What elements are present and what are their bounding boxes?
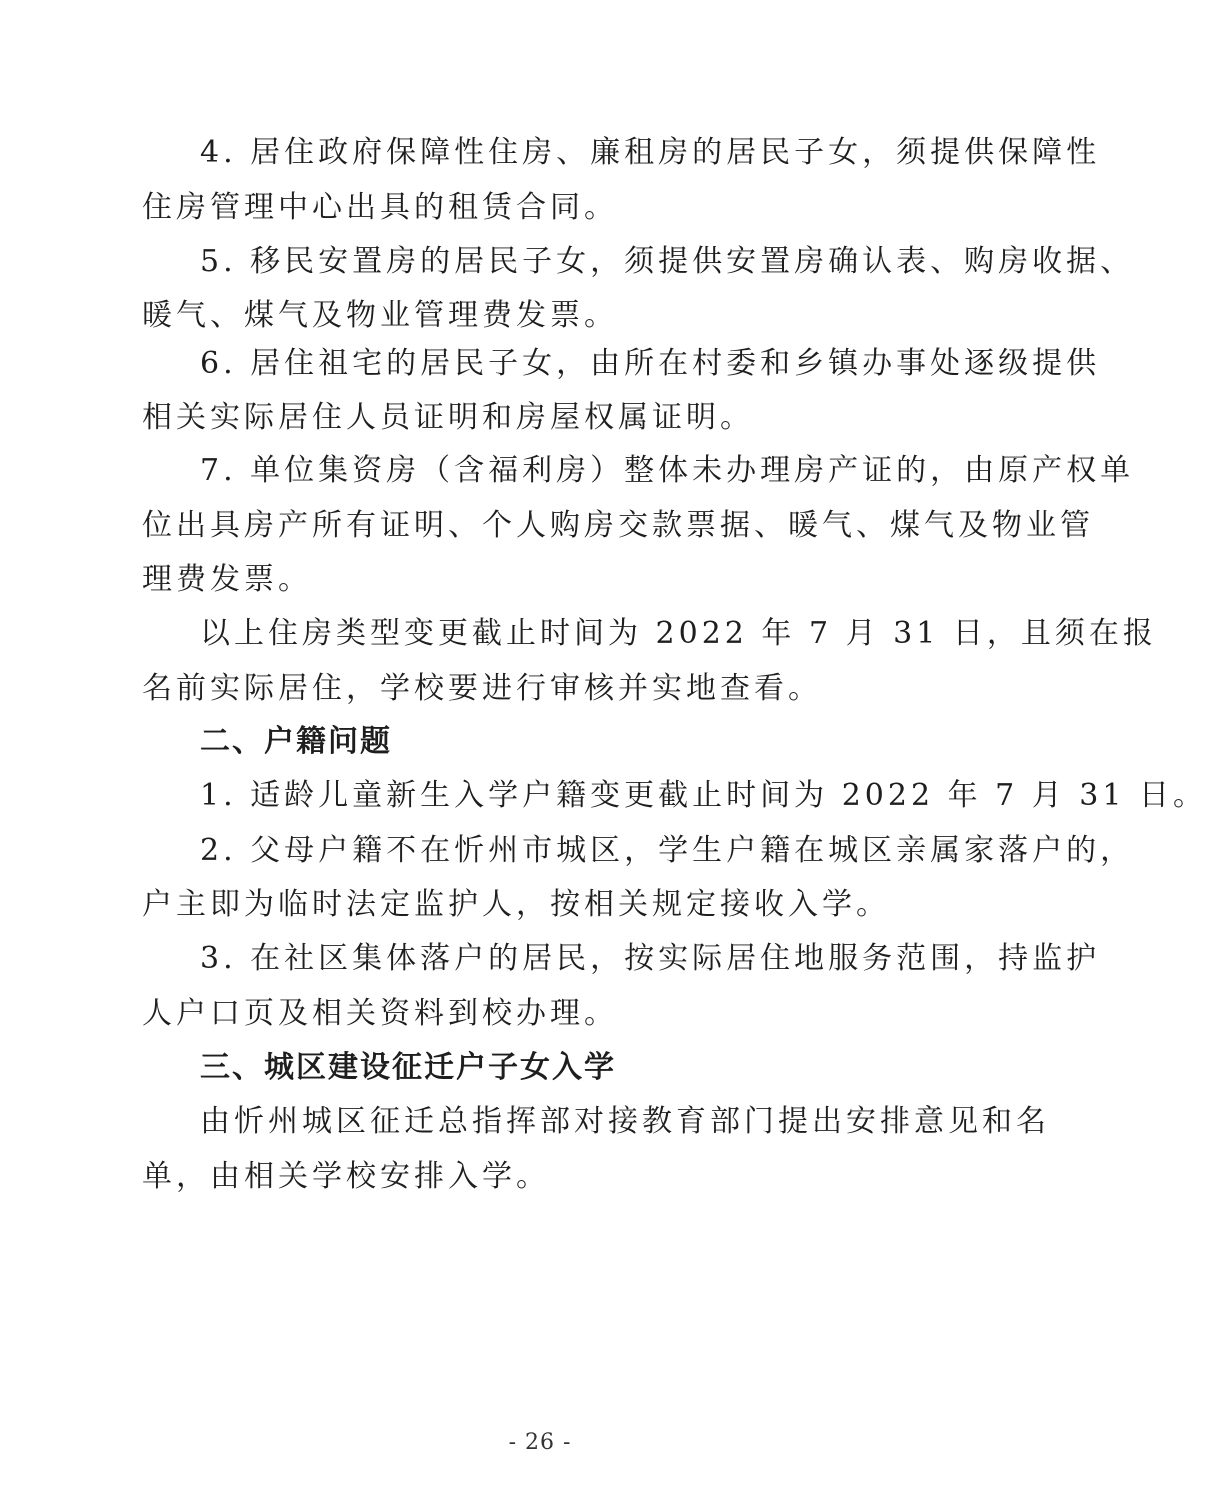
registration-item-2-line-1: 2. 父母户籍不在忻州市城区，学生户籍在城区亲属家落户的， — [200, 833, 1135, 868]
item-6-line-1: 6. 居住祖宅的居民子女，由所在村委和乡镇办事处逐级提供 — [200, 346, 1101, 381]
item-7-line-2: 位出具房产所有证明、个人购房交款票据、暖气、煤气及物业管 — [142, 508, 1094, 543]
relocation-paragraph-line-1: 由忻州城区征迁总指挥部对接教育部门提出安排意见和名 — [200, 1104, 1050, 1139]
section-heading-household-registration: 二、户籍问题 — [200, 724, 392, 759]
housing-deadline-line-1: 以上住房类型变更截止时间为 2022 年 7 月 31 日，且须在报 — [200, 616, 1157, 651]
item-5-line-1: 5. 移民安置房的居民子女，须提供安置房确认表、购房收据、 — [200, 244, 1135, 279]
item-7-line-3: 理费发票。 — [142, 562, 312, 597]
registration-item-3-line-2: 人户口页及相关资料到校办理。 — [142, 996, 618, 1031]
registration-item-1: 1. 适龄儿童新生入学户籍变更截止时间为 2022 年 7 月 31 日。 — [200, 778, 1207, 813]
relocation-paragraph-line-2: 单，由相关学校安排入学。 — [142, 1159, 550, 1194]
item-5-line-2: 暖气、煤气及物业管理费发票。 — [142, 298, 618, 333]
housing-deadline-line-2: 名前实际居住，学校要进行审核并实地查看。 — [142, 671, 822, 706]
item-4-line-2: 住房管理中心出具的租赁合同。 — [142, 190, 618, 225]
registration-item-3-line-1: 3. 在社区集体落户的居民，按实际居住地服务范围，持监护 — [200, 941, 1101, 976]
item-4-line-1: 4. 居住政府保障性住房、廉租房的居民子女，须提供保障性 — [200, 135, 1101, 170]
page-number: - 26 - — [508, 1430, 572, 1455]
section-heading-relocation: 三、城区建设征迁户子女入学 — [200, 1050, 616, 1085]
registration-item-2-line-2: 户主即为临时法定监护人，按相关规定接收入学。 — [142, 887, 890, 922]
item-6-line-2: 相关实际居住人员证明和房屋权属证明。 — [142, 400, 754, 435]
item-7-line-1: 7. 单位集资房（含福利房）整体未办理房产证的，由原产权单 — [200, 453, 1135, 488]
